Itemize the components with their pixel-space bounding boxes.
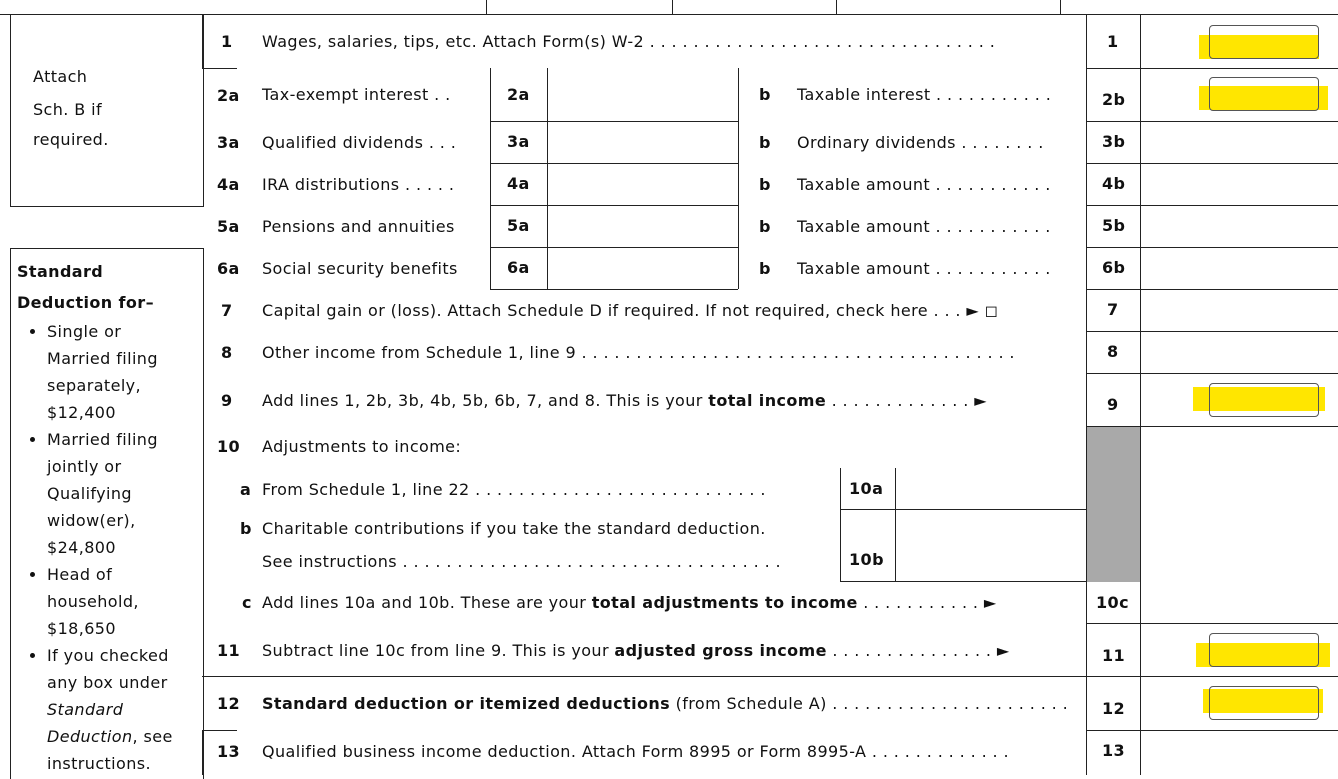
attach-line: Sch. B if: [33, 100, 103, 119]
capital-gain-input[interactable]: [1141, 290, 1337, 330]
line-11-label: Subtract line 10c from line 9. This is your adjusted gross income . . . . . . . . . . . . . . . ►: [262, 641, 1010, 660]
divider: [202, 676, 1338, 677]
box-label: 11: [1102, 646, 1126, 665]
line-number: 6a: [217, 259, 240, 278]
divider: [202, 68, 237, 69]
line-4b-label: Taxable amount . . . . . . . . . . .: [797, 175, 1051, 194]
divider: [836, 0, 837, 14]
line-4a-label: IRA distributions . . . . .: [262, 175, 455, 194]
social-security-input[interactable]: [548, 248, 737, 288]
box-label: 9: [1107, 395, 1119, 414]
line-number: 12: [217, 694, 241, 713]
attach-line: required.: [33, 130, 109, 149]
box-label: 5b: [1102, 216, 1126, 235]
line-2a-label: Tax-exempt interest . .: [262, 85, 451, 104]
line-b-label: b: [759, 259, 771, 278]
ira-taxable-input[interactable]: [1141, 164, 1337, 204]
divider: [202, 14, 203, 68]
attach-line: Attach: [33, 67, 88, 86]
line-1-label: Wages, salaries, tips, etc. Attach Form(s) W-2 . . . . . . . . . . . . . . . . . . . . . . . . . . . . . . . .: [262, 32, 996, 51]
line-number: 4a: [217, 175, 240, 194]
line-b-label: b: [759, 133, 771, 152]
ordinary-dividends-input[interactable]: [1141, 122, 1337, 162]
divider: [490, 68, 491, 289]
box-label: 3a: [507, 132, 530, 151]
schedule-1-adjustments-input[interactable]: [896, 469, 1085, 508]
std-title: Deduction for–: [17, 293, 154, 312]
box-label: 10c: [1096, 593, 1129, 612]
line-9-label: Add lines 1, 2b, 3b, 4b, 5b, 6b, 7, and 8. This is your total income . . . . . . . . . . . . . ►: [262, 391, 987, 410]
line-10-label: Adjustments to income:: [262, 437, 462, 456]
line-3a-label: Qualified dividends . . .: [262, 133, 457, 152]
line-number: 1: [221, 32, 233, 51]
line-number: 2a: [217, 86, 240, 105]
total-adjustments-input[interactable]: [1141, 583, 1337, 622]
line-number: 7: [221, 301, 233, 320]
box-label: 8: [1107, 342, 1119, 361]
standard-deduction-info: [17, 256, 202, 777]
line-number: 5a: [217, 217, 240, 236]
divider: [202, 730, 237, 731]
line-8-label: Other income from Schedule 1, line 9 . . . . . . . . . . . . . . . . . . . . . . . . . . . . . . . . . . . . . . . .: [262, 343, 1015, 362]
box-label: 6b: [1102, 258, 1126, 277]
box-label: 6a: [507, 258, 530, 277]
divider: [738, 68, 739, 289]
divider: [1086, 426, 1338, 427]
std-item-married: • Married filing jointly or Qualifying widow(er), $24,800: [47, 426, 202, 561]
divider: [486, 0, 487, 14]
line-b-label: b: [759, 85, 771, 104]
std-title: Standard: [17, 262, 104, 281]
line-10b-label: See instructions . . . . . . . . . . . . . . . . . . . . . . . . . . . . . . . . . . .: [262, 552, 782, 571]
box-label: 5a: [507, 216, 530, 235]
line-number: 10: [217, 437, 241, 456]
std-item-checked: • If you checked any box under Standard Deduction, see instructions.: [47, 642, 202, 777]
other-income-input[interactable]: [1141, 332, 1337, 372]
std-item-single: • Single or Married filing separately, $12,400: [47, 318, 202, 426]
divider: [840, 468, 841, 581]
box-label: 2a: [507, 85, 530, 104]
total-income-input[interactable]: [1209, 383, 1319, 417]
qbi-deduction-input[interactable]: [1141, 731, 1337, 775]
sub-letter: c: [242, 593, 252, 612]
line-2b-label: Taxable interest . . . . . . . . . . .: [797, 85, 1052, 104]
line-5b-label: Taxable amount . . . . . . . . . . .: [797, 217, 1051, 236]
line-12-label: Standard deduction or itemized deductions (from Schedule A) . . . . . . . . . . . . . . . . . . . . . .: [262, 694, 1069, 713]
line-number: 9: [221, 391, 233, 410]
tax-exempt-interest-input[interactable]: [548, 69, 737, 120]
line-number: 8: [221, 343, 233, 362]
social-security-taxable-input[interactable]: [1141, 248, 1337, 288]
line-7-label: Capital gain or (loss). Attach Schedule D if required. If not required, check here . . . ► ◻: [262, 301, 999, 320]
box-label: 2b: [1102, 90, 1126, 109]
std-item-head: • Head of household, $18,650: [47, 561, 202, 642]
taxable-interest-input[interactable]: [1209, 77, 1319, 111]
line-13-label: Qualified business income deduction. Attach Form 8995 or Form 8995-A . . . . . . . . . . . . .: [262, 742, 1010, 761]
sub-letter: a: [240, 480, 252, 499]
box-label: 10a: [849, 479, 884, 498]
capital-gain-checkbox[interactable]: [1054, 305, 1066, 319]
qualified-dividends-input[interactable]: [548, 122, 737, 162]
box-label: 1: [1107, 32, 1119, 51]
divider: [672, 0, 673, 14]
divider: [490, 289, 738, 290]
divider: [1086, 68, 1338, 69]
divider: [840, 581, 1086, 582]
divider: [1060, 0, 1061, 14]
line-number: 11: [217, 641, 241, 660]
ira-distributions-input[interactable]: [548, 164, 737, 204]
box-label: 7: [1107, 300, 1119, 319]
wages-input[interactable]: [1209, 25, 1319, 59]
charitable-contributions-input[interactable]: [896, 510, 1085, 580]
line-6a-label: Social security benefits: [262, 259, 458, 278]
standard-deduction-input[interactable]: [1209, 686, 1319, 720]
sub-letter: b: [240, 519, 252, 538]
line-number: 13: [217, 742, 241, 761]
divider: [1086, 623, 1338, 624]
line-5a-label: Pensions and annuities: [262, 217, 455, 236]
line-b-label: b: [759, 175, 771, 194]
divider: [1086, 14, 1087, 775]
line-b-label: b: [759, 217, 771, 236]
line-6b-label: Taxable amount . . . . . . . . . . .: [797, 259, 1051, 278]
line-10b-label: Charitable contributions if you take the standard deduction.: [262, 519, 766, 538]
divider: [202, 730, 203, 775]
pensions-input[interactable]: [548, 206, 737, 246]
pensions-taxable-input[interactable]: [1141, 206, 1337, 246]
box-label: 10b: [849, 550, 884, 569]
divider: [1086, 373, 1338, 374]
box-label: 3b: [1102, 132, 1126, 151]
box-label: 4b: [1102, 174, 1126, 193]
line-10a-label: From Schedule 1, line 22 . . . . . . . . . . . . . . . . . . . . . . . . . . .: [262, 480, 766, 499]
adjusted-gross-income-input[interactable]: [1209, 633, 1319, 667]
line-10c-label: Add lines 10a and 10b. These are your total adjustments to income . . . . . . . . . . . ►: [262, 593, 997, 612]
shaded-area: [1087, 426, 1140, 582]
box-label: 4a: [507, 174, 530, 193]
line-number: 3a: [217, 133, 240, 152]
box-label: 13: [1102, 741, 1126, 760]
line-3b-label: Ordinary dividends . . . . . . . .: [797, 133, 1044, 152]
box-label: 12: [1102, 699, 1126, 718]
